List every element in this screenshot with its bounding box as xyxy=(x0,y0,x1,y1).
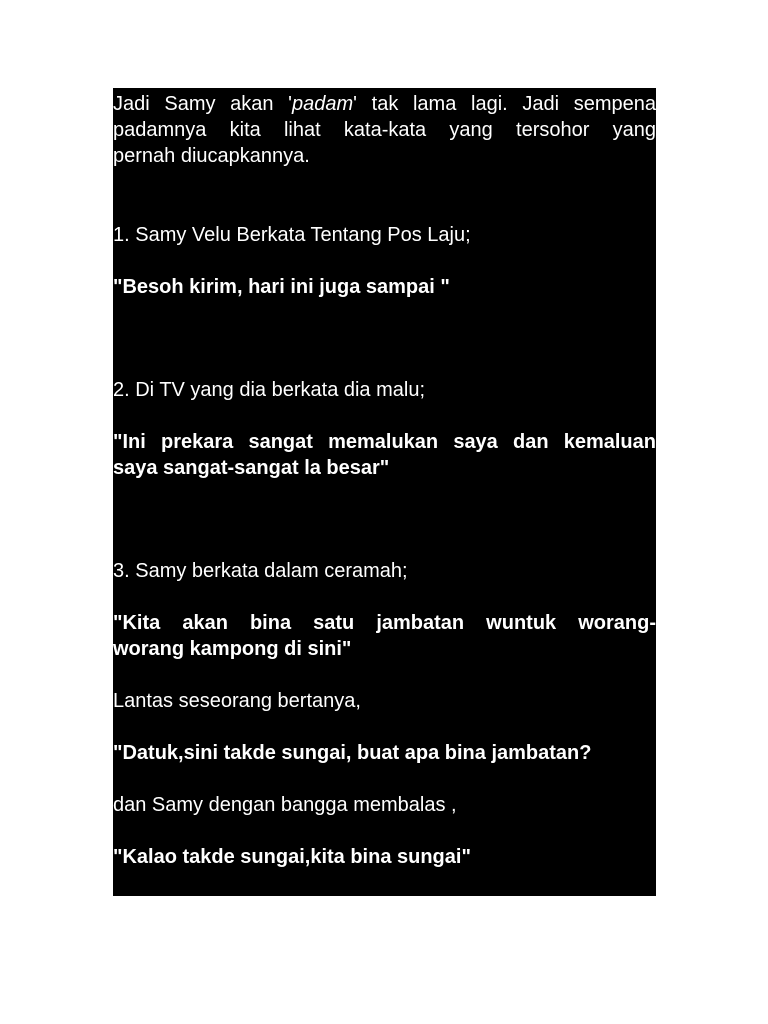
item-3-reply: "Kalao takde sungai,kita bina sungai" xyxy=(113,846,471,868)
item-3-question: "Datuk,sini takde sungai, buat apa bina jambatan? xyxy=(113,742,592,764)
item-3-followup: Lantas seseorang bertanya, xyxy=(113,690,361,712)
item-3-heading: 3. Samy berkata dalam ceramah; xyxy=(113,560,408,582)
item-3-quote-line-2: worang kampong di sini" xyxy=(113,638,352,660)
item-1-quote: "Besoh kirim, hari ini juga sampai " xyxy=(113,276,450,298)
item-3-reply-intro: dan Samy dengan bangga membalas , xyxy=(113,794,457,816)
text-panel xyxy=(113,88,656,896)
intro-line-2: padamnya kita lihat kata-kata yang tersohor yang xyxy=(113,119,656,141)
intro-line-1 xyxy=(113,91,656,117)
intro-line-3: pernah diucapkannya. xyxy=(113,145,310,167)
item-3-quote-line-1: "Kita akan bina satu jambatan wuntuk worang- xyxy=(113,612,656,634)
intro-italic-word: padam xyxy=(292,93,354,115)
intro-line-1-end: ' tak lama lagi. Jadi sempena xyxy=(353,93,656,115)
item-2-heading: 2. Di TV yang dia berkata dia malu; xyxy=(113,379,426,401)
intro-line-1-start: Jadi Samy akan ' xyxy=(113,93,292,115)
item-2-quote-line-2: saya sangat-sangat la besar" xyxy=(113,457,390,479)
item-2-quote-line-1: "Ini prekara sangat memalukan saya dan kemaluan xyxy=(113,431,656,453)
item-1-heading: 1. Samy Velu Berkata Tentang Pos Laju; xyxy=(113,224,471,246)
